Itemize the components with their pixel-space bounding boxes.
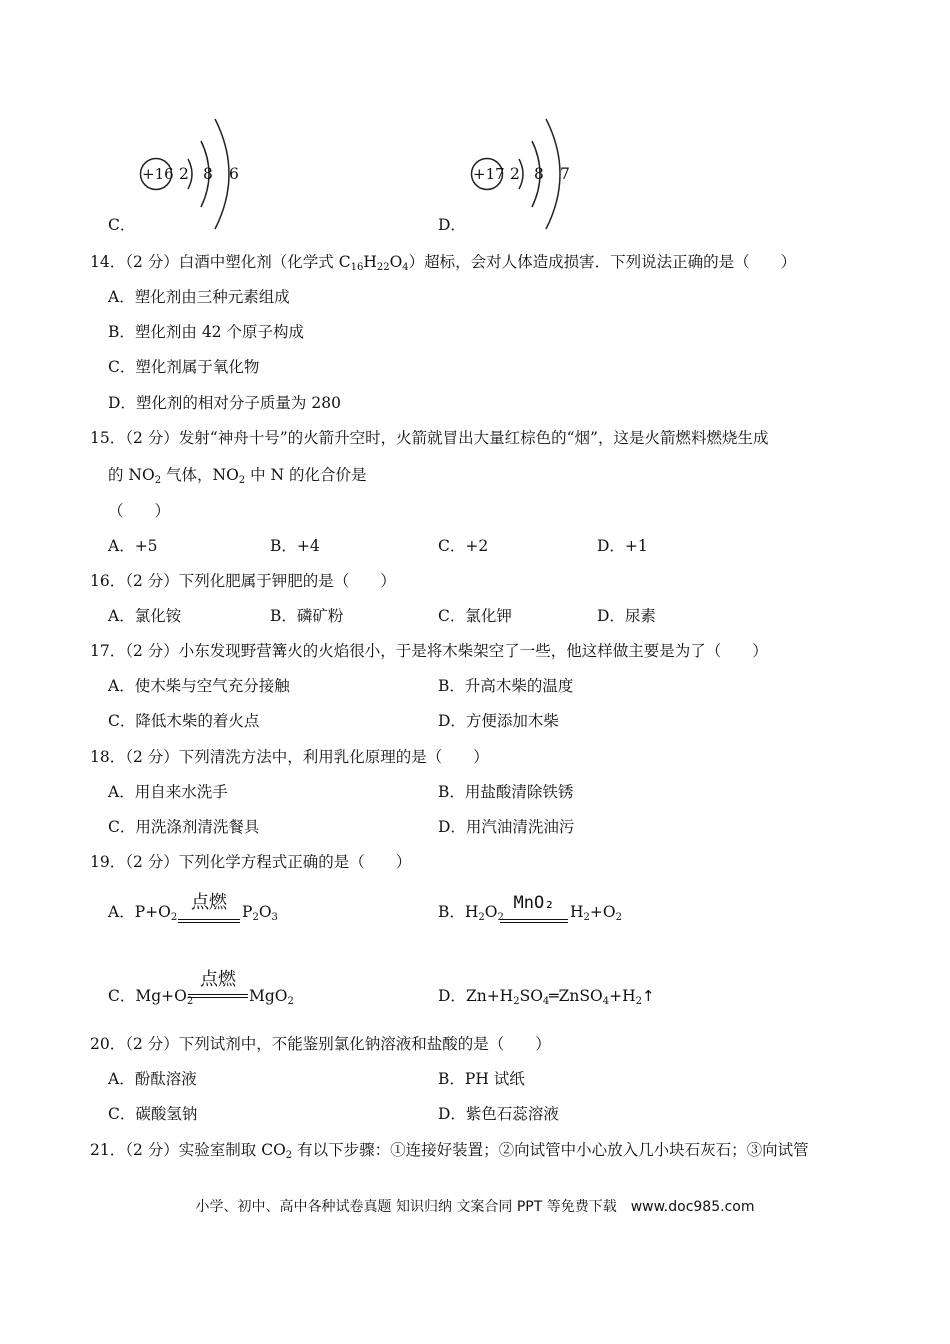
q16-option-b: B．磷矿粉 <box>270 607 344 625</box>
q16-option-c: C．氯化钾 <box>438 607 512 625</box>
q19-option-d: D．$Zn+H_2SO_4═ZnSO_4+H_2↑$ <box>438 987 655 1007</box>
shell-2-c: 8 <box>203 165 213 183</box>
q19-a-condition: 点燃 <box>178 893 240 923</box>
q20-option-d: D．紫色石蕊溶液 <box>438 1105 559 1123</box>
q20-option-c: C．碳酸氢钠 <box>108 1105 198 1123</box>
q19-b-condition: MnO₂ <box>500 893 568 923</box>
q19-a-product: $P_2O_3$ <box>242 903 278 923</box>
q15-option-c: C．+2 <box>438 537 489 555</box>
shell-1-c: 2 <box>179 165 189 183</box>
q14-option-a: A．塑化剂由三种元素组成 <box>108 288 290 306</box>
q18-option-c: C．用洗涤剂清洗餐具 <box>108 818 260 836</box>
question-17: 17．（2 分）小东发现野营篝火的火焰很小，于是将木柴架空了一些，他这样做主要是为了（ ） <box>90 642 768 660</box>
page-footer: 小学、初中、高中各种试卷真题 知识归纳 文案合同 PPT 等免费下载 www.doc985.com <box>195 1199 755 1215</box>
q16-option-a: A．氯化铵 <box>108 607 182 625</box>
q17-option-d: D．方便添加木柴 <box>438 712 559 730</box>
shell-3-c: 6 <box>229 165 239 183</box>
q14-option-d: D．塑化剂的相对分子质量为 280 <box>108 394 341 412</box>
shell-2-d: 8 <box>534 165 544 183</box>
question-14: 14．（2 分）白酒中塑化剂（化学式 $C_{16}H_{22}O_4$）超标，会对人体造成损害．下列说法正确的是（ ） <box>90 253 797 273</box>
q19-c-condition: 点燃 <box>188 970 248 998</box>
q20-option-a: A．酚酞溶液 <box>108 1070 197 1088</box>
atom-diagram-d <box>466 115 586 239</box>
q15-option-b: B．+4 <box>270 537 320 555</box>
question-15-line-2: 的 $NO_2$ 气体，$NO_2$ 中 N 的化合价是 <box>108 466 367 486</box>
question-15-bracket: （ ） <box>108 502 171 520</box>
question-21: 21．（2 分）实验室制取 $CO_2$ 有以下步骤：①连接好装置；②向试管中小心放入几小块石灰石；③向试管 <box>90 1141 809 1161</box>
question-20: 20．（2 分）下列试剂中，不能鉴别氯化钠溶液和盐酸的是（ ） <box>90 1035 551 1053</box>
option-c-label: C． <box>108 216 136 234</box>
question-16: 16．（2 分）下列化肥属于钾肥的是（ ） <box>90 572 396 590</box>
q16-option-d: D．尿素 <box>597 607 656 625</box>
q14-option-b: B．塑化剂由 42 个原子构成 <box>108 323 304 341</box>
q19-option-a: A．$P+O_2$ <box>108 903 178 923</box>
question-19: 19．（2 分）下列化学方程式正确的是（ ） <box>90 853 412 871</box>
option-d-label: D． <box>438 216 466 234</box>
q15-option-a: A．+5 <box>108 537 158 555</box>
q19-option-b: B．$H_2O_2$ <box>438 903 504 923</box>
nucleus-charge-c: +16 <box>142 165 174 183</box>
q17-option-a: A．使木柴与空气充分接触 <box>108 677 290 695</box>
q17-option-c: C．降低木柴的着火点 <box>108 712 260 730</box>
shell-3-d: 7 <box>560 165 570 183</box>
gas-arrow-icon: ↑ <box>641 987 655 1005</box>
q14-option-c: C．塑化剂属于氧化物 <box>108 358 260 376</box>
q19-option-c: C．$Mg+O_2$ <box>108 987 194 1007</box>
q18-option-b: B．用盐酸清除铁锈 <box>438 783 574 801</box>
q19-c-product: MgO$_2$ <box>249 987 294 1007</box>
question-18: 18．（2 分）下列清洗方法中，利用乳化原理的是（ ） <box>90 748 489 766</box>
q18-option-d: D．用汽油清洗油污 <box>438 818 575 836</box>
question-15: 15．（2 分）发射“神舟十号”的火箭升空时，火箭就冒出大量红棕色的“烟”，这是火箭燃料燃烧生成 <box>90 429 769 447</box>
q18-option-a: A．用自来水洗手 <box>108 783 228 801</box>
q17-option-b: B．升高木柴的温度 <box>438 677 574 695</box>
q20-option-b: B．PH 试纸 <box>438 1070 525 1088</box>
atom-diagram-c <box>135 115 255 239</box>
q19-b-product: $H_2+O_2$ <box>570 903 622 923</box>
nucleus-charge-d: +17 <box>473 165 505 183</box>
shell-1-d: 2 <box>510 165 520 183</box>
q15-option-d: D．+1 <box>597 537 648 555</box>
